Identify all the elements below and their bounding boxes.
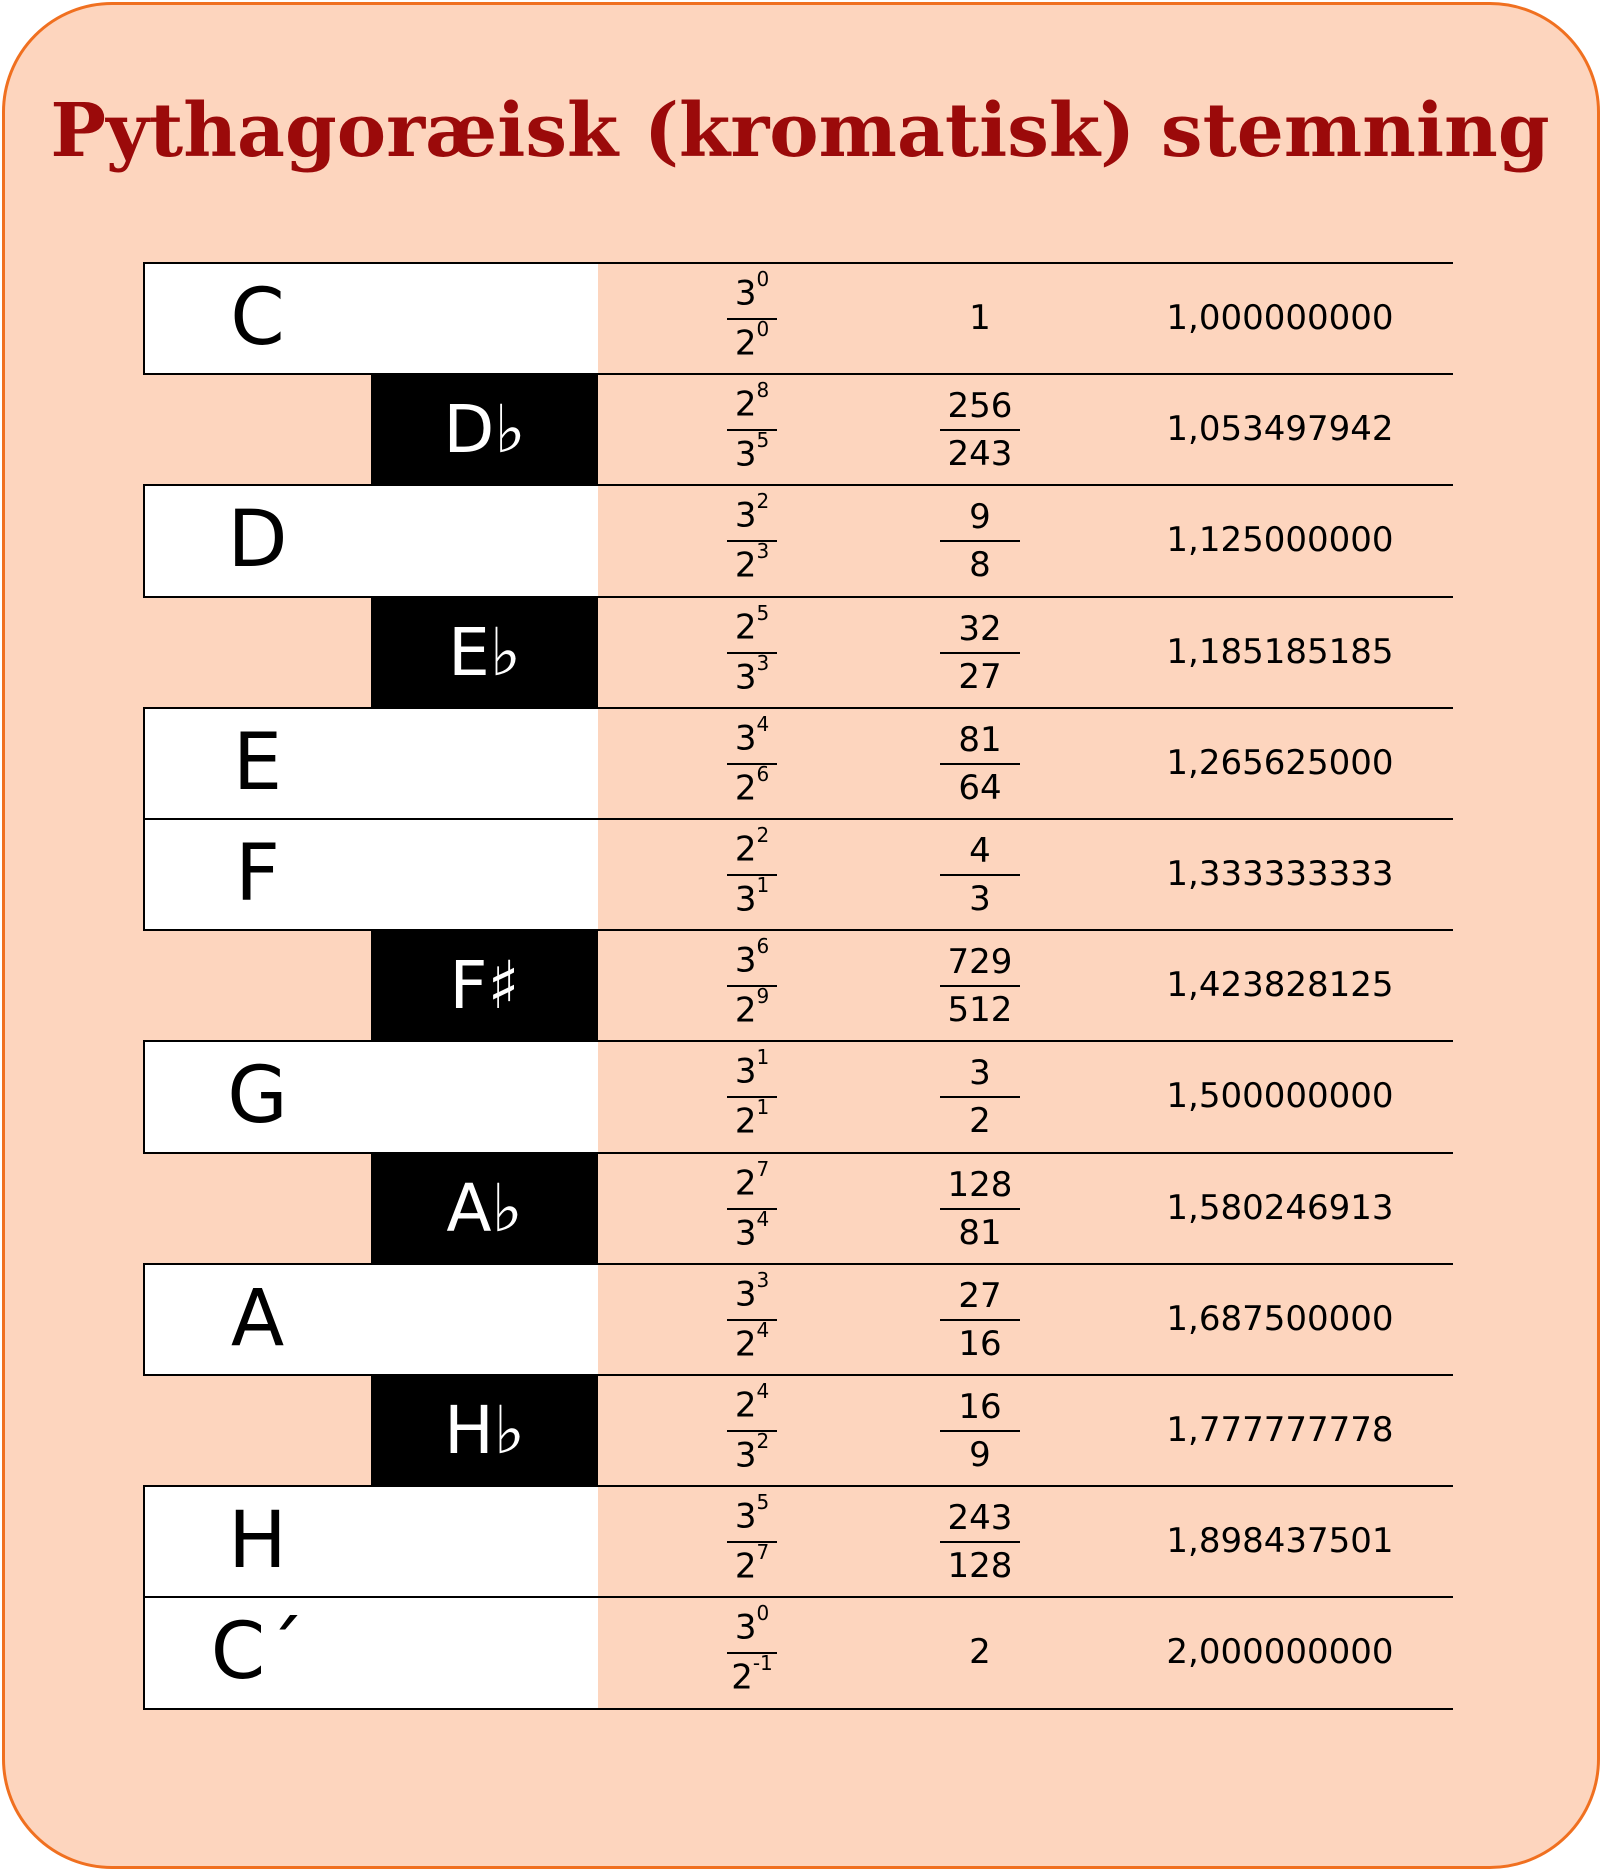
ratio-denominator: 16 (958, 1323, 1002, 1364)
fraction-bar (940, 540, 1020, 542)
table-row (0, 708, 1600, 819)
table-row (0, 1597, 1600, 1708)
power-denominator-exponent: 3 (756, 539, 770, 564)
ratio-fraction (920, 1375, 1040, 1486)
power-denominator-exponent: 7 (756, 1540, 770, 1565)
power-numerator-exponent: 2 (756, 823, 770, 847)
decimal-value: 1,265625000 (1166, 742, 1394, 783)
ratio-numerator: 32 (958, 608, 1002, 649)
power-numerator-exponent: 5 (756, 1490, 770, 1515)
ratio-numerator: 729 (947, 942, 1013, 983)
ratio-fraction (920, 819, 1040, 930)
power-numerator-exponent: 0 (756, 1601, 770, 1626)
power-denominator-exponent: 4 (756, 1206, 770, 1231)
table-row (0, 1264, 1600, 1375)
fraction-bar (940, 874, 1020, 876)
row-divider (143, 484, 1453, 486)
note-name: C´ (210, 1607, 305, 1698)
table-row (0, 485, 1600, 596)
table-row (0, 819, 1600, 930)
decimal-value: 1,333333333 (1166, 854, 1394, 894)
ratio-numerator: 128 (947, 1164, 1013, 1205)
power-numerator-exponent: 5 (756, 600, 770, 625)
ratio-value: 2 (969, 1632, 991, 1673)
fraction-bar (727, 429, 777, 431)
power-denominator: $2^0$ (734, 317, 770, 364)
power-fraction (712, 1264, 792, 1375)
row-divider (143, 1485, 1453, 1487)
fraction-bar (940, 429, 1020, 431)
power-denominator-exponent: 2 (756, 1429, 770, 1453)
row-divider (143, 929, 1453, 931)
decimal-value: 1,580246913 (1166, 1187, 1394, 1228)
ratio-fraction (920, 1264, 1040, 1375)
ratio-numerator: 81 (958, 719, 1002, 760)
power-numerator-exponent: 7 (756, 1156, 770, 1181)
decimal-value: 2,000000000 (1166, 1632, 1394, 1673)
note-name: E♭ (448, 613, 521, 691)
power-numerator: $2^7$ (734, 1156, 770, 1203)
power-fraction (712, 597, 792, 708)
fraction-bar (727, 763, 777, 765)
decimal-value: 1,687500000 (1166, 1298, 1394, 1339)
decimal-value: 1,053497942 (1166, 409, 1394, 450)
fraction-bar (727, 1430, 777, 1432)
power-fraction (712, 1153, 792, 1264)
power-numerator: $3^6$ (734, 934, 770, 981)
fraction-bar (727, 985, 777, 987)
decimal-value: 1,000000000 (1166, 298, 1394, 338)
fraction-bar (940, 1430, 1020, 1432)
power-denominator-exponent: 9 (756, 984, 770, 1009)
note-name: D♭ (443, 391, 526, 469)
power-fraction (712, 1597, 792, 1708)
ratio-denominator: 243 (947, 434, 1013, 475)
power-denominator-exponent: 6 (756, 761, 770, 786)
fraction-bar (727, 1541, 777, 1543)
row-divider (143, 1040, 1453, 1042)
table-row (0, 930, 1600, 1041)
ratio-numerator: 243 (947, 1498, 1013, 1539)
fraction-bar (940, 652, 1020, 654)
note-name: A♭ (446, 1169, 523, 1247)
power-denominator: $2^1$ (734, 1095, 770, 1142)
fraction-bar (727, 1319, 777, 1321)
fraction-bar (940, 1208, 1020, 1210)
fraction-bar (940, 1319, 1020, 1321)
row-divider (143, 373, 1453, 375)
row-divider (143, 1596, 1453, 1598)
power-denominator: $3^5$ (734, 428, 770, 475)
power-denominator-exponent: 5 (756, 428, 770, 453)
note-name: H♭ (444, 1392, 525, 1469)
power-denominator: $2^{-1}$ (731, 1651, 773, 1698)
ratio-fraction (920, 1486, 1040, 1597)
power-numerator: $2^4$ (734, 1379, 770, 1426)
decimal-value: 1,423828125 (1166, 965, 1394, 1006)
decimal-value: 1,185185185 (1166, 631, 1394, 672)
power-fraction (712, 819, 792, 930)
ratio-fraction (920, 930, 1040, 1041)
power-numerator: $2^2$ (734, 823, 770, 870)
power-numerator: $2^8$ (734, 378, 770, 425)
decimal-value: 1,500000000 (1166, 1076, 1394, 1117)
ratio-numerator: 9 (969, 497, 991, 538)
power-numerator: $3^4$ (734, 711, 770, 759)
power-numerator-exponent: 2 (756, 489, 770, 514)
row-divider (143, 1374, 1453, 1376)
power-numerator-exponent: 4 (756, 711, 770, 736)
page-title: Pythagoræisk (kromatisk) stemning (50, 88, 1550, 174)
power-denominator-exponent: 3 (756, 650, 770, 675)
table-row (0, 597, 1600, 708)
power-numerator-exponent: 0 (756, 267, 770, 291)
power-fraction (712, 1041, 792, 1152)
power-denominator-exponent: 0 (756, 317, 770, 341)
decimal-value: 1,125000000 (1166, 520, 1394, 561)
power-numerator: $3^5$ (734, 1490, 770, 1537)
table-row (0, 1375, 1600, 1486)
power-numerator-exponent: 4 (756, 1379, 770, 1403)
ratio-denominator: 512 (947, 990, 1013, 1031)
ratio-denominator: 2 (969, 1101, 991, 1142)
power-denominator: $2^6$ (734, 761, 770, 809)
power-denominator-exponent: -1 (752, 1651, 773, 1676)
note-name: C (230, 273, 285, 363)
power-denominator: $2^3$ (734, 539, 770, 586)
ratio-fraction (920, 1153, 1040, 1264)
power-numerator: $3^0$ (734, 1601, 770, 1648)
note-name: G (227, 1051, 288, 1142)
fraction-bar (940, 1541, 1020, 1543)
power-fraction (712, 1375, 792, 1486)
ratio-fraction (920, 597, 1040, 708)
ratio-value: 1 (969, 298, 991, 338)
table-row (0, 1486, 1600, 1597)
power-denominator: $2^7$ (734, 1540, 770, 1587)
ratio-numerator: 27 (958, 1275, 1002, 1316)
power-denominator: $3^4$ (734, 1206, 770, 1253)
table-row (0, 1153, 1600, 1264)
table-row (0, 263, 1600, 374)
power-denominator-exponent: 4 (756, 1317, 770, 1342)
ratio-denominator: 81 (958, 1212, 1002, 1253)
table-row (0, 374, 1600, 485)
power-numerator: $3^1$ (734, 1045, 770, 1092)
row-divider (143, 596, 1453, 598)
table-row (0, 1041, 1600, 1152)
fraction-bar (940, 763, 1020, 765)
power-fraction (712, 1486, 792, 1597)
note-name: A (230, 1273, 285, 1364)
row-divider (143, 707, 1453, 709)
power-denominator: $2^4$ (734, 1317, 770, 1365)
power-numerator-exponent: 1 (756, 1045, 770, 1070)
note-name: H (228, 1496, 287, 1587)
ratio-fraction (920, 485, 1040, 596)
row-divider (143, 1263, 1453, 1265)
ratio-denominator: 3 (969, 879, 991, 919)
power-fraction (712, 263, 792, 374)
power-fraction (712, 930, 792, 1041)
row-divider (143, 818, 1453, 820)
power-numerator-exponent: 8 (756, 378, 770, 403)
power-fraction (712, 374, 792, 485)
power-numerator-exponent: 6 (756, 934, 770, 959)
fraction-bar (727, 652, 777, 654)
ratio-numerator: 4 (969, 831, 991, 871)
power-denominator: $3^1$ (734, 873, 770, 920)
fraction-bar (727, 1096, 777, 1098)
note-name: F♯ (449, 947, 520, 1025)
ratio-denominator: 64 (958, 767, 1002, 808)
ratio-fraction (920, 708, 1040, 819)
ratio-denominator: 128 (947, 1546, 1013, 1587)
ratio-fraction (920, 1041, 1040, 1152)
note-name: F (235, 829, 280, 919)
ratio-numerator: 256 (947, 386, 1013, 427)
row-divider (143, 1152, 1453, 1154)
ratio-numerator: 16 (958, 1387, 1002, 1427)
ratio-fraction (920, 374, 1040, 485)
power-fraction (712, 708, 792, 819)
power-denominator-exponent: 1 (756, 873, 770, 897)
power-fraction (712, 485, 792, 596)
power-denominator-exponent: 1 (756, 1095, 770, 1120)
fraction-bar (940, 985, 1020, 987)
note-name: D (227, 495, 288, 586)
ratio-numerator: 3 (969, 1053, 991, 1094)
fraction-bar (727, 540, 777, 542)
ratio-denominator: 27 (958, 656, 1002, 697)
row-divider (143, 262, 1453, 264)
power-numerator: $2^5$ (734, 600, 770, 647)
power-numerator: $3^3$ (734, 1267, 770, 1315)
fraction-bar (940, 1096, 1020, 1098)
power-numerator: $3^0$ (734, 267, 770, 314)
ratio-denominator: 9 (969, 1435, 991, 1475)
power-denominator: $3^3$ (734, 650, 770, 697)
row-divider (143, 1708, 1453, 1710)
decimal-value: 1,777777778 (1166, 1410, 1394, 1450)
ratio-denominator: 8 (969, 545, 991, 586)
fraction-bar (727, 1208, 777, 1210)
note-name: E (232, 717, 283, 808)
decimal-value: 1,898437501 (1166, 1521, 1394, 1562)
power-denominator: $3^2$ (734, 1429, 770, 1476)
fraction-bar (727, 874, 777, 876)
power-numerator: $3^2$ (734, 489, 770, 536)
fraction-bar (727, 318, 777, 320)
power-denominator: $2^9$ (734, 984, 770, 1031)
power-numerator-exponent: 3 (756, 1267, 770, 1292)
